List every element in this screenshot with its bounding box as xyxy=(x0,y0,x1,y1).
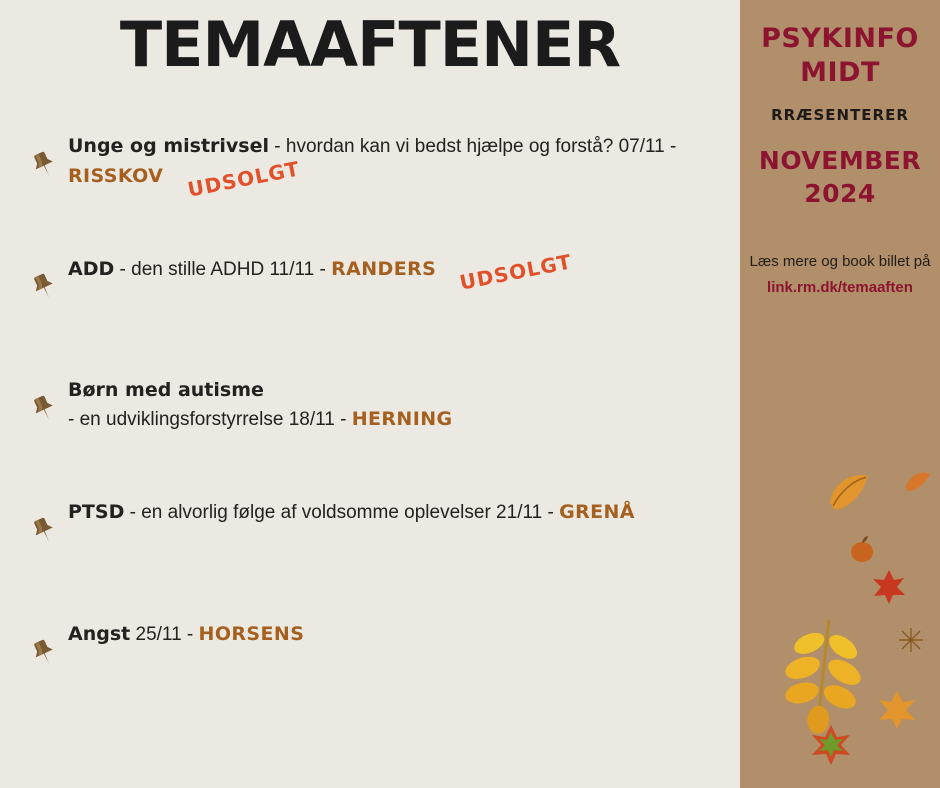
autumn-leaf-icon xyxy=(808,722,854,773)
page-title: TEMAAFTENER xyxy=(119,8,621,81)
event-city: RISSKOV xyxy=(68,165,164,187)
list-item[interactable] xyxy=(0,498,740,564)
list-item[interactable] xyxy=(0,249,740,320)
event-city: GRENÅ xyxy=(559,501,635,523)
autumn-leaf-icon xyxy=(846,534,878,571)
event-city: HORSENS xyxy=(198,623,305,645)
event-city: HERNING xyxy=(351,408,453,430)
event-description: - hvordan kan vi bedst hjælpe og forstå? 07/11 - xyxy=(269,136,677,157)
push-pin-icon xyxy=(28,638,58,668)
booking-link[interactable]: link.rm.dk/temaaften xyxy=(767,279,913,296)
event-description: - den stille ADHD 11/11 - xyxy=(114,259,332,280)
list-item[interactable] xyxy=(0,620,740,686)
list-item[interactable] xyxy=(0,132,740,202)
event-city: RANDERS xyxy=(331,258,437,280)
push-pin-icon xyxy=(28,150,58,180)
brand-line-1: PSYKINFO xyxy=(761,23,919,54)
push-pin-icon xyxy=(28,516,58,546)
push-pin-icon xyxy=(28,272,58,302)
booking-text: Læs mere og book billet på xyxy=(749,253,931,270)
autumn-leaf-icon xyxy=(824,470,876,521)
event-description: - en alvorlig følge af voldsomme oplevelser 21/11 - xyxy=(124,502,560,523)
brand-name xyxy=(740,22,940,90)
autumn-leaf-icon xyxy=(875,688,919,737)
event-title: Angst xyxy=(68,623,131,645)
status-badge: UDSOLGT xyxy=(458,249,575,295)
autumn-leaf-icon xyxy=(870,568,908,611)
event-title: Børn med autisme xyxy=(68,379,264,401)
event-title: ADD xyxy=(68,258,115,280)
event-title: PTSD xyxy=(68,501,125,523)
month-year xyxy=(740,144,940,210)
autumn-leaf-icon xyxy=(897,626,925,659)
event-list xyxy=(0,132,740,686)
event-title: Unge og mistrivsel xyxy=(68,135,270,157)
presents-label: RRÆSENTERER xyxy=(771,106,909,124)
autumn-leaf-icon xyxy=(903,466,933,501)
booking-info xyxy=(740,250,940,300)
poster-sidebar xyxy=(740,0,940,788)
brand-line-2: MIDT xyxy=(800,57,880,88)
event-description: - en udviklingsforstyrrelse 18/11 - xyxy=(68,409,352,430)
month-label: NOVEMBER xyxy=(758,146,922,175)
status-badge: UDSOLGT xyxy=(185,156,302,202)
year-label: 2024 xyxy=(804,179,876,208)
push-pin-icon xyxy=(28,394,58,424)
event-description: 25/11 - xyxy=(130,624,199,645)
list-item[interactable] xyxy=(0,376,740,442)
